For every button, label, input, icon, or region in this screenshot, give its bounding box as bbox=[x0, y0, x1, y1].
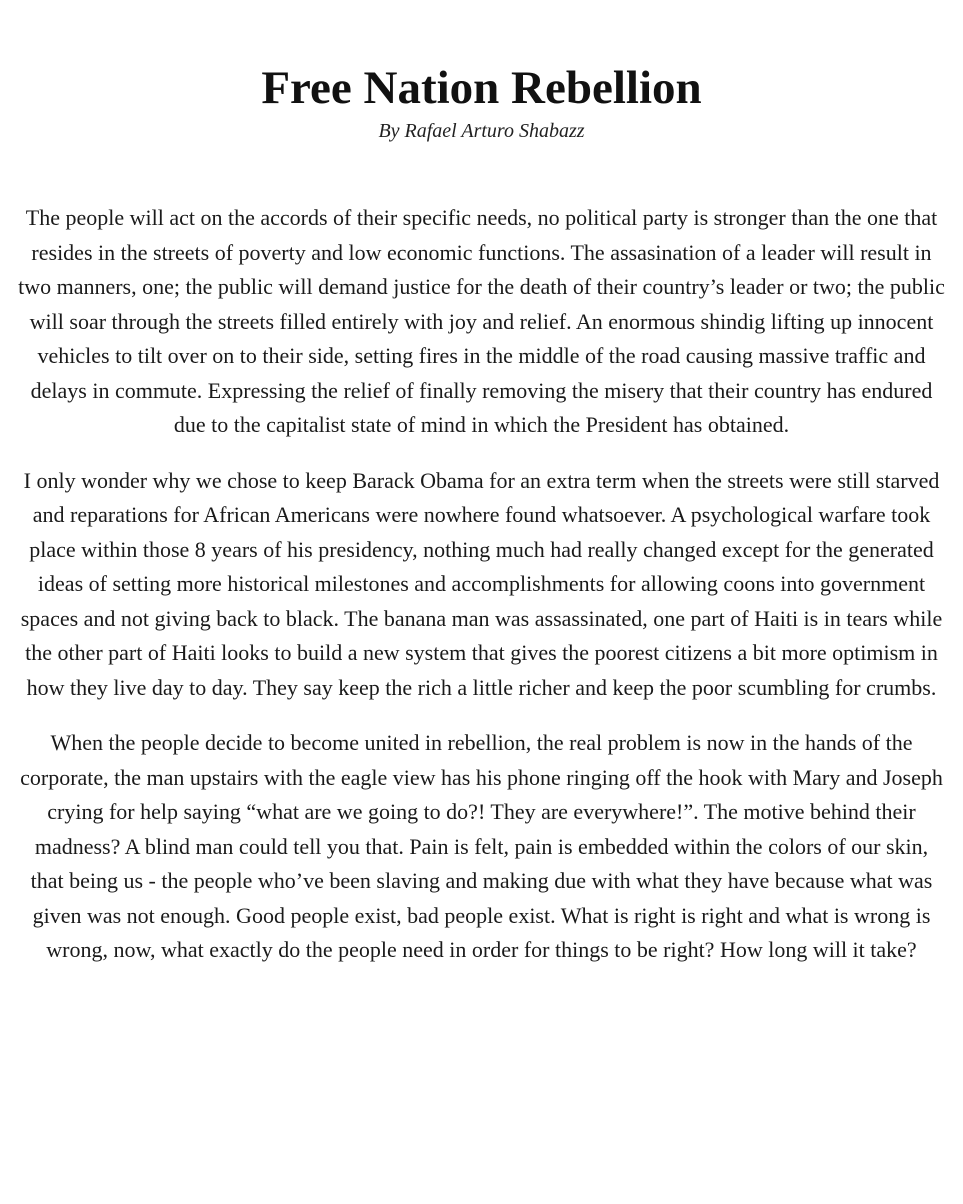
author-byline: By Rafael Arturo Shabazz bbox=[378, 120, 585, 142]
document-body bbox=[18, 201, 945, 968]
document-title: Free Nation Rebellion bbox=[261, 62, 702, 114]
paragraph-1: The people will act on the accords of their specific needs, no political party is stronger than the one that resides in the streets of poverty and low economic functions. The assasination of a leader will result in two manners, one; the public will demand justice for the death of their country’s leader or two; the public will soar through the streets filled entirely with joy and relief. An enormous shindig lifting up innocent vehicles to tilt over on to their side, setting fires in the middle of the road causing massive traffic and delays in commute. Expressing the relief of finally removing the misery that their country has endured due to the capitalist state of mind in which the President has obtained. bbox=[18, 205, 945, 437]
paragraph-2: I only wonder why we chose to keep Barack Obama for an extra term when the streets were still starved and reparations for African Americans were nowhere found whatsoever. A psychological warfare took place within those 8 years of his presidency, nothing much had really changed except for the generated ideas of setting more historical milestones and accomplishments for allowing coons into government spaces and not giving back to black. The banana man was assassinated, one part of Haiti is in tears while the other part of Haiti looks to build a new system that gives the poorest citizens a bit more optimism in how they live day to day. They say keep the rich a little richer and keep the poor scumbling for crumbs. bbox=[20, 467, 943, 700]
paragraph-3: When the people decide to become united in rebellion, the real problem is now in the hands of the corporate, the man upstairs with the eagle view has his phone ringing off the hook with Mary and Joseph crying for help saying “what are we going to do?! They are everywhere!”. The motive behind their madness? A blind man could tell you that. Pain is felt, pain is embedded within the colors of our skin, that being us - the people who’ve been slaving and making due with what they have because what was given was not enough. Good people exist, bad people exist. What is right is right and what is wrong is wrong, now, what exactly do the people need in order for things to be right? How long will it take? bbox=[20, 730, 943, 962]
